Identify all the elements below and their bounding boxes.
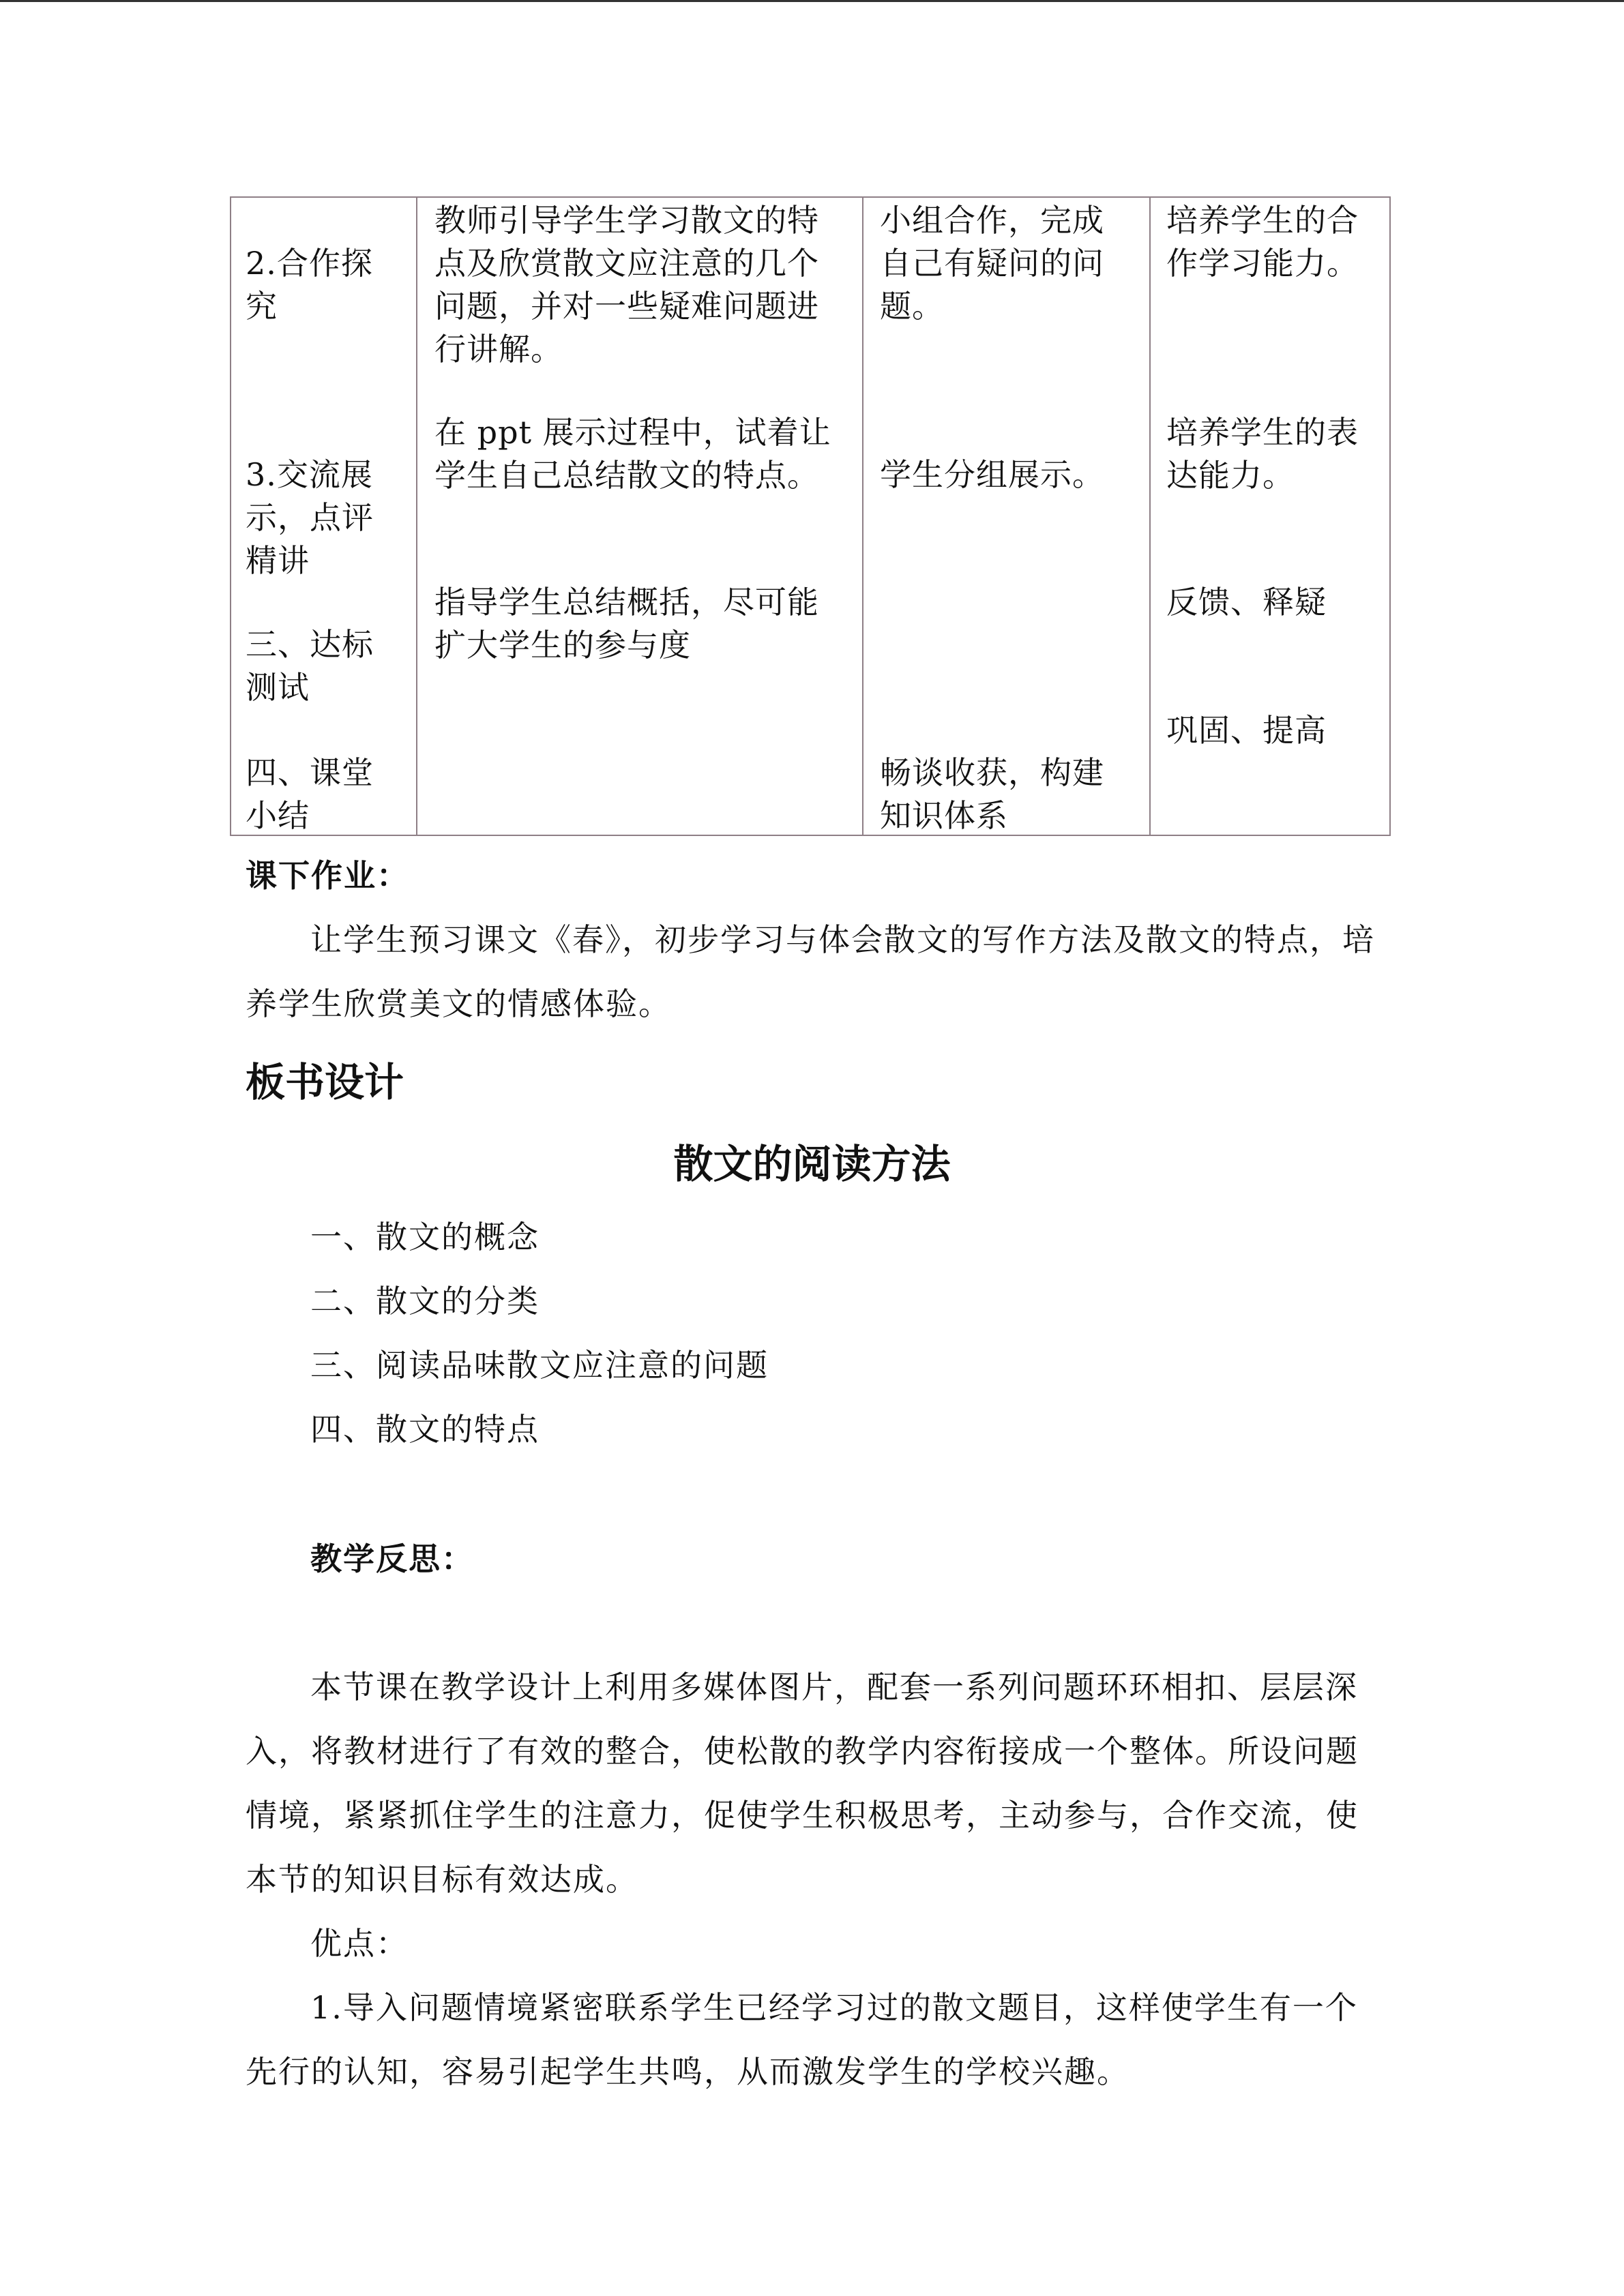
page-top-border [0,0,1624,2]
teacher-activity-text: 教师引导学生学习散文的特 [434,202,819,239]
board-item: 三、阅读品味散文应注意的问题 [310,1347,769,1384]
reflection-line: 入，将教材进行了有效的整合，使松散的教学内容衔接成一个整体。所设问题 [246,1733,1359,1770]
purpose-text: 培养学生的表 [1166,414,1359,451]
reflection-line: 情境，紧紧抓住学生的注意力，促使学生积极思考，主动参与，合作交流，使 [246,1797,1359,1834]
table-divider [416,196,417,836]
purpose-cell [1166,411,1359,497]
teacher-activity-text: 行讲解。 [434,331,563,368]
section-heading: 板书设计 [246,1059,404,1105]
student-activity-text: 知识体系 [880,797,1008,834]
table-divider [1149,196,1151,836]
purpose-text: 巩固、提高 [1166,712,1327,749]
stage-text: 测试 [246,669,310,706]
reflection-label: 教学反思： [310,1540,474,1577]
homework-text-line: 让学生预习课文《春》，初步学习与体会散文的写作方法及散文的特点，培 [310,921,1375,958]
purpose-text: 达能力。 [1166,457,1295,494]
reflection-line: 本节的知识目标有效达成。 [246,1861,638,1898]
teacher-activity-text: 学生自己总结散文的特点。 [434,457,819,494]
teacher-activity-text: 在 ppt 展示过程中，试着让 [434,414,831,451]
stage-cell [246,242,373,328]
purpose-cell [1166,199,1359,285]
teacher-activity-text: 指导学生总结概括，尽可能 [434,584,819,621]
student-activity-text: 畅谈收获，构建 [880,754,1104,791]
teacher-activity-text: 问题，并对一些疑难问题进 [434,288,819,325]
homework-label: 课下作业： [246,857,409,894]
teacher-activity-cell [434,581,819,667]
stage-text: 精讲 [246,542,310,579]
student-activity-text: 学生分组展示。 [880,456,1104,493]
table-divider [862,196,863,836]
stage-text: 3.交流展 [246,456,373,493]
purpose-cell [1166,709,1327,752]
teacher-activity-cell [434,411,831,497]
board-item: 二、散文的分类 [310,1283,540,1320]
advantage-point-line: 先行的认知，容易引起学生共鸣，从而激发学生的学校兴趣。 [246,2053,1130,2090]
board-item: 四、散文的特点 [310,1411,540,1448]
student-activity-cell [880,199,1104,328]
homework-text-line: 养学生欣赏美文的情感体验。 [246,985,671,1022]
student-activity-cell [880,751,1104,837]
stage-text: 小结 [246,797,310,834]
student-activity-text: 自己有疑问的问 [880,245,1104,282]
student-activity-text: 题。 [880,288,944,325]
stage-text: 究 [246,288,278,325]
board-title: 散文的阅读方法 [673,1141,951,1187]
purpose-text: 反馈、释疑 [1166,584,1327,621]
stage-text: 三、达标 [246,626,374,663]
teacher-activity-text: 扩大学生的参与度 [434,627,691,664]
stage-text: 四、课堂 [246,754,374,791]
teacher-activity-cell [434,199,819,371]
stage-cell [246,623,374,709]
purpose-text: 培养学生的合 [1166,202,1359,239]
stage-text: 示，点评 [246,499,374,536]
teacher-activity-text: 点及欣赏散文应注意的几个 [434,245,819,282]
advantages-label: 优点： [310,1925,409,1962]
stage-cell [246,453,374,582]
purpose-text: 作学习能力。 [1166,245,1359,282]
reflection-line: 本节课在教学设计上利用多媒体图片，配套一系列问题环环相扣、层层深 [310,1669,1358,1705]
student-activity-cell [880,453,1104,496]
stage-cell [246,751,374,837]
advantage-point-line: 1.导入问题情境紧密联系学生已经学习过的散文题目，这样使学生有一个 [310,1989,1358,2026]
stage-text: 2.合作探 [246,245,373,282]
student-activity-text: 小组合作，完成 [880,202,1104,239]
board-item: 一、散文的概念 [310,1219,540,1255]
purpose-cell [1166,581,1327,624]
